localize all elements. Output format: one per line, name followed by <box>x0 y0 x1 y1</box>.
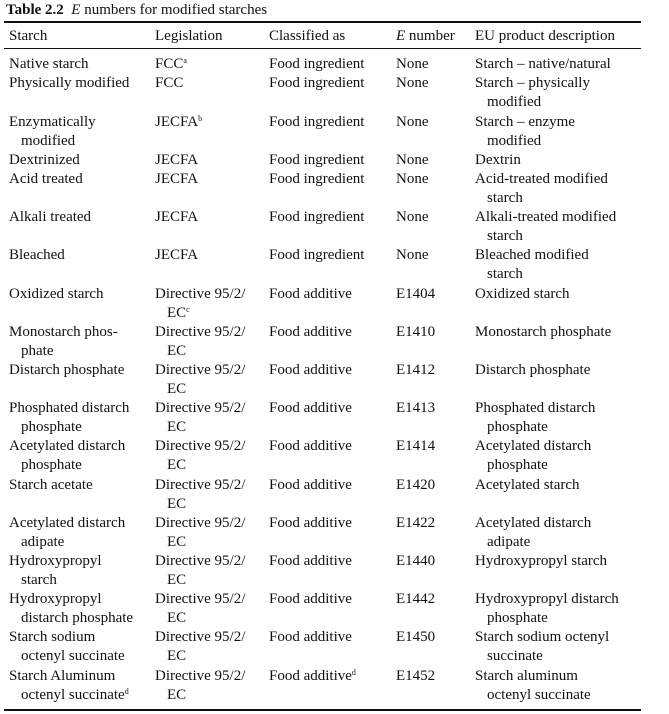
cell-eu-description <box>475 113 575 151</box>
header-legislation: Legislation <box>155 28 223 44</box>
cell-eu-description <box>475 590 619 628</box>
cell-starch <box>9 323 118 361</box>
top-rule <box>4 21 641 23</box>
cell-line: JECFA <box>155 171 199 187</box>
cell-line: Acetylated distarch <box>9 438 126 454</box>
cell-e-number: None <box>396 247 429 263</box>
cell-legislation <box>155 590 245 628</box>
table-caption <box>6 0 267 20</box>
cell-line: EC <box>167 572 187 588</box>
cell-line: Directive 95/2/ <box>155 591 246 607</box>
cell-legislation <box>155 628 245 666</box>
cell-legislation <box>155 323 245 361</box>
cell-classified: Food additive <box>269 629 352 645</box>
cell-starch <box>9 399 129 437</box>
cell-line: Phosphated distarch <box>475 400 596 416</box>
cell-line: Distarch phosphate <box>9 362 125 378</box>
caption-text: numbers for modified starches <box>80 2 268 18</box>
cell-line: Hydroxypropyl starch <box>475 553 608 569</box>
cell-line: adipate <box>487 534 531 550</box>
cell-eu-description <box>475 437 591 475</box>
cell-line: EC <box>167 648 187 664</box>
footnote-marker: d <box>351 668 356 677</box>
cell-eu-description <box>475 399 595 437</box>
cell-e-number: None <box>396 171 429 187</box>
cell-line: EC <box>167 457 187 473</box>
header-eu: EU product description <box>475 28 615 44</box>
cell-classified: Food ingredient <box>269 152 365 168</box>
header-rule <box>4 48 641 49</box>
cell-line: JECFA <box>155 247 199 263</box>
cell-line: Bleached <box>9 247 65 263</box>
cell-line: octenyl succinate <box>21 648 125 664</box>
cell-line: starch <box>487 266 523 282</box>
cell-line: Physically modified <box>9 75 130 91</box>
cell-e-number: E1412 <box>396 362 436 378</box>
cell-line: Native starch <box>9 56 89 72</box>
cell-e-number: E1422 <box>396 515 436 531</box>
cell-line: Directive 95/2/ <box>155 668 246 684</box>
cell-line: Starch – physically <box>475 75 590 91</box>
cell-eu-description <box>475 170 608 208</box>
cell-line: modified <box>487 133 542 149</box>
cell-eu-description <box>475 667 591 705</box>
cell-starch <box>9 514 125 552</box>
cell-line: Starch sodium octenyl <box>475 629 610 645</box>
cell-e-number: E1404 <box>396 286 436 302</box>
cell-line: Enzymatically <box>9 114 96 130</box>
cell-line: Alkali-treated modified <box>475 209 617 225</box>
cell-legislation <box>155 514 245 552</box>
cell-starch <box>9 55 89 74</box>
cell-classified: Food ingredient <box>269 247 365 263</box>
cell-eu-description <box>475 285 570 304</box>
cell-eu-description <box>475 628 609 666</box>
cell-classified: Food additive <box>269 362 352 378</box>
cell-classified: Food additive$^d$ <box>269 668 356 684</box>
cell-starch <box>9 476 93 495</box>
cell-eu-description <box>475 476 580 495</box>
cell-starch <box>9 628 125 666</box>
cell-classified: Food additive <box>269 553 352 569</box>
cell-line: Starch sodium <box>9 629 96 645</box>
cell-e-number: E1440 <box>396 553 436 569</box>
footnote-marker: d <box>124 687 129 696</box>
cell-line: Monostarch phos- <box>9 324 118 340</box>
caption-variable: E <box>71 2 81 18</box>
cell-starch <box>9 74 129 93</box>
cell-legislation <box>155 151 198 170</box>
cell-classified: Food ingredient <box>269 209 365 225</box>
cell-legislation <box>155 208 198 227</box>
cell-line: Starch Aluminum <box>9 668 116 684</box>
cell-e-number: E1410 <box>396 324 436 340</box>
cell-line: EC <box>167 534 187 550</box>
cell-line: phosphate <box>21 419 82 435</box>
cell-line: phosphate <box>21 457 82 473</box>
cell-line: Oxidized starch <box>9 286 104 302</box>
cell-line: JECFA <box>155 152 199 168</box>
cell-classified: Food ingredient <box>269 75 365 91</box>
cell-legislation <box>155 667 245 705</box>
cell-line: succinate <box>487 648 543 664</box>
cell-line: Starch – enzyme <box>475 114 575 130</box>
cell-line: starch <box>487 228 523 244</box>
cell-legislation <box>155 476 245 514</box>
cell-line: starch <box>487 190 523 206</box>
cell-line: Directive 95/2/ <box>155 477 246 493</box>
cell-line: Phosphated distarch <box>9 400 130 416</box>
cell-line: Dextrinized <box>9 152 80 168</box>
cell-line: phosphate <box>487 457 548 473</box>
cell-eu-description <box>475 151 521 170</box>
cell-line: Directive 95/2/ <box>155 362 246 378</box>
footnote-marker: a <box>183 56 187 65</box>
cell-line: Bleached modified <box>475 247 589 263</box>
cell-line: distarch phosphate <box>21 610 134 626</box>
cell-line: Acid treated <box>9 171 83 187</box>
bottom-rule <box>4 709 641 711</box>
cell-line: Acid-treated modified <box>475 171 608 187</box>
cell-classified: Food ingredient <box>269 171 365 187</box>
cell-line: EC <box>167 687 187 703</box>
cell-line: octenyl succinate <box>487 687 591 703</box>
caption-label: Table 2.2 <box>6 2 64 18</box>
cell-classified: Food additive <box>269 438 352 454</box>
cell-eu-description <box>475 323 611 342</box>
cell-starch <box>9 151 80 170</box>
cell-eu-description <box>475 55 611 74</box>
cell-e-number: None <box>396 152 429 168</box>
cell-line: Dextrin <box>475 152 521 168</box>
cell-line: Alkali treated <box>9 209 92 225</box>
cell-eu-description <box>475 552 607 571</box>
cell-e-number: E1442 <box>396 591 436 607</box>
cell-e-number: E1450 <box>396 629 436 645</box>
cell-e-number: None <box>396 114 429 130</box>
header-e-text: number <box>405 28 455 44</box>
cell-line: FCC$^a$ <box>155 56 187 72</box>
cell-legislation <box>155 361 245 399</box>
cell-line: Directive 95/2/ <box>155 553 246 569</box>
cell-line: modified <box>487 94 542 110</box>
cell-legislation <box>155 55 187 74</box>
cell-line: Acetylated distarch <box>9 515 126 531</box>
cell-line: octenyl succinate$^d$ <box>21 687 129 703</box>
cell-line: Acetylated distarch <box>475 438 592 454</box>
cell-line: Oxidized starch <box>475 286 570 302</box>
cell-legislation <box>155 552 245 590</box>
cell-line: EC <box>167 610 187 626</box>
header-e-number <box>396 27 455 46</box>
cell-line: Directive 95/2/ <box>155 515 246 531</box>
cell-eu-description <box>475 74 590 112</box>
cell-line: phosphate <box>487 419 548 435</box>
cell-eu-description <box>475 361 590 380</box>
cell-line: Hydroxypropyl distarch <box>475 591 619 607</box>
cell-line: Directive 95/2/ <box>155 629 246 645</box>
cell-line: Directive 95/2/ <box>155 438 246 454</box>
cell-line: EC <box>167 343 187 359</box>
cell-line: EC <box>167 381 187 397</box>
cell-e-number: E1413 <box>396 400 436 416</box>
cell-legislation <box>155 74 183 93</box>
cell-e-number: None <box>396 56 429 72</box>
cell-eu-description <box>475 246 589 284</box>
cell-line: Acetylated starch <box>475 477 580 493</box>
cell-line: JECFA <box>155 209 199 225</box>
cell-e-number: None <box>396 209 429 225</box>
cell-classified: Food additive <box>269 400 352 416</box>
cell-starch <box>9 285 104 304</box>
cell-starch <box>9 361 124 380</box>
cell-line: FCC <box>155 75 184 91</box>
cell-classified: Food additive <box>269 477 352 493</box>
footnote-marker: c <box>186 305 190 314</box>
cell-legislation <box>155 285 245 323</box>
cell-line: $EC^c$ <box>167 305 190 321</box>
cell-legislation <box>155 113 202 132</box>
cell-eu-description <box>475 514 591 552</box>
header-classified: Classified as <box>269 28 346 44</box>
cell-e-number: None <box>396 75 429 91</box>
cell-line: Hydroxypropyl <box>9 591 102 607</box>
cell-line: Starch – native/natural <box>475 56 611 72</box>
cell-line: Starch aluminum <box>475 668 578 684</box>
cell-e-number: E1452 <box>396 668 436 684</box>
cell-line: adipate <box>21 534 65 550</box>
cell-line: phate <box>21 343 54 359</box>
cell-line: Directive 95/2/ <box>155 286 246 302</box>
cell-classified: Food additive <box>269 324 352 340</box>
cell-starch <box>9 590 133 628</box>
header-e-variable: E <box>396 28 406 44</box>
cell-e-number: E1420 <box>396 477 436 493</box>
cell-line: Directive 95/2/ <box>155 324 246 340</box>
cell-line: Acetylated distarch <box>475 515 592 531</box>
cell-line: Starch acetate <box>9 477 93 493</box>
cell-classified: Food ingredient <box>269 114 365 130</box>
cell-line: Distarch phosphate <box>475 362 591 378</box>
cell-classified: Food additive <box>269 286 352 302</box>
cell-starch <box>9 667 129 705</box>
cell-line: EC <box>167 496 187 512</box>
cell-line: Monostarch phosphate <box>475 324 612 340</box>
cell-legislation <box>155 437 245 475</box>
cell-e-number: E1414 <box>396 438 436 454</box>
cell-legislation <box>155 170 198 189</box>
cell-classified: Food additive <box>269 515 352 531</box>
cell-eu-description <box>475 208 616 246</box>
cell-line: EC <box>167 419 187 435</box>
cell-line: starch <box>21 572 57 588</box>
cell-classified: Food additive <box>269 591 352 607</box>
cell-legislation <box>155 399 245 437</box>
cell-starch <box>9 246 65 265</box>
header-starch: Starch <box>9 28 48 44</box>
cell-starch <box>9 208 91 227</box>
cell-line: JECFA$^b$ <box>155 114 203 130</box>
cell-classified: Food ingredient <box>269 56 365 72</box>
cell-starch <box>9 437 125 475</box>
footnote-marker: b <box>198 114 203 123</box>
cell-starch <box>9 552 102 590</box>
cell-line: Directive 95/2/ <box>155 400 246 416</box>
cell-line: phosphate <box>487 610 548 626</box>
cell-line: modified <box>21 133 76 149</box>
cell-line: Hydroxypropyl <box>9 553 102 569</box>
cell-starch <box>9 170 83 189</box>
cell-legislation <box>155 246 198 265</box>
cell-starch <box>9 113 96 151</box>
